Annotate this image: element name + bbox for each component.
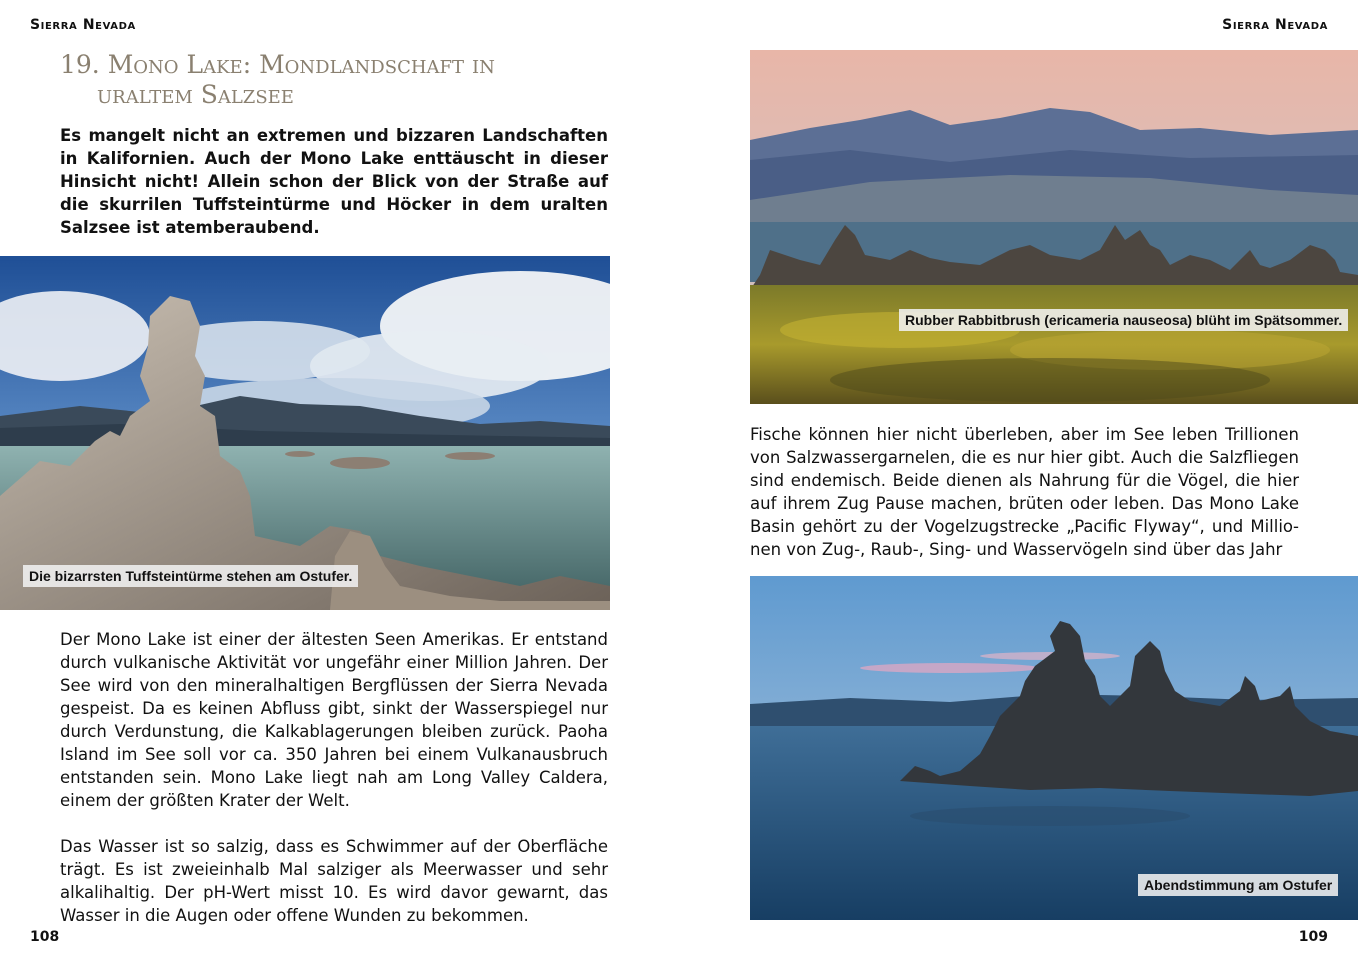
page-number-left: 108: [30, 929, 60, 945]
lead-paragraph: Es mangelt nicht an extremen und bizzaren Landschaften in Kalifornien. Auch der Mono Lake enttäuscht in dieser Hinsicht nicht! Allein schon der Blick von der Straße auf die skurrilen Tuffsteintürme und Höcker in dem uralten Salzsee ist atemberaubend.: [60, 126, 608, 237]
running-head-left: Sierra Nevada: [30, 17, 136, 33]
tufa-towers-photo: [0, 256, 610, 610]
rabbitbrush-illustration: [750, 50, 1358, 404]
chapter-title-line1: 19. Mono Lake: Mondlandschaft in: [60, 50, 495, 79]
tufa-towers-illustration: [0, 256, 610, 610]
body-paragraph-1: Der Mono Lake ist einer der ältesten Seen Amerikas. Er entstand durch vulkanische Aktivität vor ungefähr einer Million Jahren. Der See wird von den mineralhaltigen Bergflüssen der Sierra Nevada gespeist. Da es keinen Abfluss gibt, sinkt der Wasserspiegel nur durch Verdunstung, die Kalkablagerungen bleiben zurück. Paoha Island im See soll vor ca. 350 Jahren bei einem Vulkanausbruch entstanden sein. Mono Lake liegt nah am Long Valley Caldera, einem der größten Krater der Welt.: [60, 630, 608, 810]
body-paragraph-right: Fische können hier nicht überleben, aber im See leben Trillionen von Salzwassergarnelen, die es nur hier gibt. Auch die Salzfliegen sind endemisch. Beide dienen als Nahrung für die Vögel, die hier auf ihrem Zug Pause machen, brüten oder leben. Das Mono Lake Basin gehört zu der Vogelzugstrecke „Pacific Flyway“, und Millionen von Zug-, Raub-, Sing- und Wasservögeln sind über das Jahr: [750, 425, 1299, 559]
page-number-right: 109: [1298, 929, 1328, 945]
chapter-title: [60, 50, 620, 110]
photo-caption-right-2: Abendstimmung am Ostufer: [1138, 874, 1338, 896]
photo-caption-right-1: Rubber Rabbitbrush (ericameria nauseosa) blüht im Spätsommer.: [899, 309, 1348, 331]
photo-caption-left: Die bizarrsten Tuffsteintürme stehen am Ostufer.: [23, 565, 358, 587]
rabbitbrush-photo: [750, 50, 1358, 404]
right-page: [679, 0, 1358, 974]
evening-illustration: [750, 576, 1358, 920]
running-head-right: Sierra Nevada: [1222, 17, 1328, 33]
body-paragraph-2: Das Wasser ist so salzig, dass es Schwimmer auf der Oberfläche trägt. Es ist zweieinhalb Mal salziger als Meerwasser und sehr alkalihaltig. Der pH-Wert misst 10. Es wird davor gewarnt, das Wasser in die Augen oder offene Wunden zu bekommen.: [60, 837, 608, 925]
chapter-title-line2: uraltem Salzsee: [97, 80, 294, 109]
evening-photo: [750, 576, 1358, 920]
